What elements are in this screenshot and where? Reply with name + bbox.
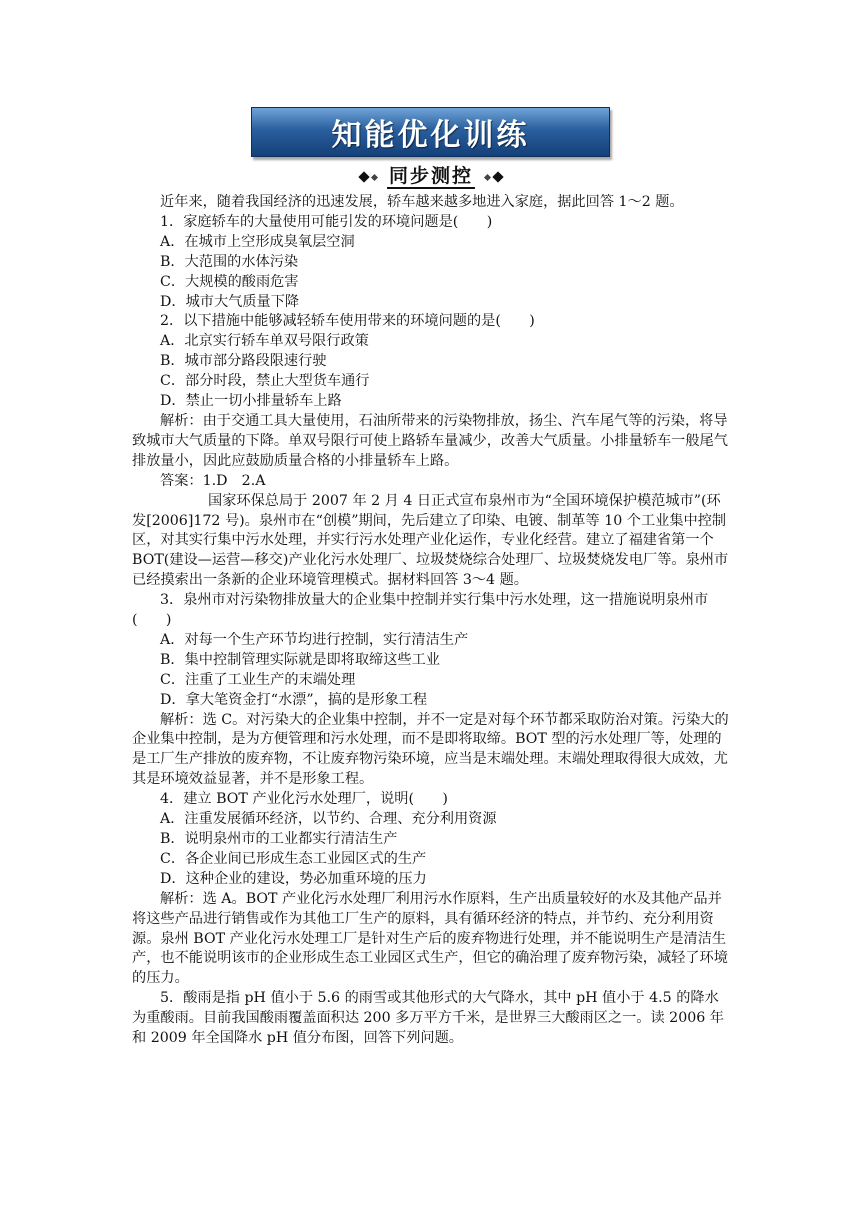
answer-option: D．这种企业的建设，势必加重环境的压力 bbox=[160, 870, 427, 887]
paragraph: 答案：1.D 2.A bbox=[160, 472, 266, 489]
diamond-icon bbox=[492, 171, 503, 182]
answer-option: B．集中控制管理实际就是即将取缔这些工业 bbox=[160, 651, 440, 668]
diamond-icon bbox=[484, 173, 491, 180]
paragraph: 5．酸雨是指 pH 值小于 5.6 的雨雪或其他形式的大气降水，其中 pH 值小于 4.5 的降水为重酸雨。目前我国酸雨覆盖面积达 200 多万平方千米，是世界三大酸雨区之一。读 2006 年和 2009 年全国降水 pH 值分布图，回答下列问题。 bbox=[132, 990, 724, 1047]
answer-option: A．在城市上空形成臭氧层空洞 bbox=[160, 233, 355, 250]
paragraph: 解析：由于交通工具大量使用，石油所带来的污染物排放，扬尘、汽车尾气等的污染，将导致城市大气质量的下降。单双号限行可使上路轿车量减少，改善大气质量。小排量轿车一般尾气排放量小，因此应鼓励质量合格的小排量轿车上路。 bbox=[132, 412, 728, 469]
answer-option: D．城市大气质量下降 bbox=[160, 293, 300, 310]
paragraph: 解析：选 A。BOT 产业化污水处理厂利用污水作原料，生产出质量较好的水及其他产品并将这些产品进行销售或作为其他工厂生产的原料，具有循环经济的特点，并节约、充分利用资源。泉州 BOT 产业化污水处理工厂是针对生产后的废弃物进行处理，并不能说明生产是清洁生产，也不能说明该市的企业形成生态工业园区式生产，但它的确治理了废弃物污染，减轻了环境的压力。 bbox=[132, 890, 728, 987]
paragraph: 国家环保总局于 2007 年 2 月 4 日正式宣布泉州市为“全国环境保护模范城市”(环发[2006]172 号)。泉州市在“创模”期间，先后建立了印染、电镀、制革等 10 个工业集中控制区，对其实行集中污水处理，并实行污水处理产业化运作，专业化经营。建立了福建省第一个 BOT(建设—运营—移交)产业化污水处理厂、垃圾焚烧综合处理厂、垃圾焚烧发电厂等。泉州市已经摸索出一条新的企业环境管理模式。据材料回答 3～4 题。 bbox=[132, 492, 729, 589]
paragraph: 解析：选 C。对污染大的企业集中控制，并不一定是对每个环节都采取防治对策。污染大的企业集中控制，是为方便管理和污水处理，而不是即将取缔。BOT 型的污水处理厂等，处理的是工厂生产排放的废弃物，不让废弃物污染环境，应当是末端处理。末端处理取得很大成效，尤其是环境效益显著，并不是形象工程。 bbox=[132, 711, 729, 788]
title-banner bbox=[251, 107, 610, 157]
section-heading bbox=[338, 165, 524, 189]
paragraph: 3．泉州市对污染物排放量大的企业集中控制并实行集中污水处理，这一措施说明泉州市( ) bbox=[132, 592, 709, 629]
answer-option: B．说明泉州市的工业都实行清洁生产 bbox=[160, 831, 398, 847]
paragraph: 近年来，随着我国经济的迅速发展，轿车越来越多地进入家庭，据此回答 1～2 题。 bbox=[160, 194, 684, 210]
answer-option: C．大规模的酸雨危害 bbox=[160, 273, 299, 290]
answer-option: A．北京实行轿车单双号限行政策 bbox=[160, 333, 369, 350]
answer-option: C．注重了工业生产的末端处理 bbox=[160, 671, 356, 688]
document-body bbox=[132, 193, 730, 1049]
answer-option: B．大范围的水体污染 bbox=[160, 253, 299, 270]
answer-option: D．禁止一切小排量轿车上路 bbox=[160, 393, 342, 410]
answer-option: C．各企业间已形成生态工业园区式的生产 bbox=[160, 850, 427, 867]
paragraph: 4．建立 BOT 产业化污水处理厂，说明( ) bbox=[160, 791, 448, 808]
answer-option: A．对每一个生产环节均进行控制，实行清洁生产 bbox=[160, 631, 469, 648]
diamond-icon bbox=[371, 173, 378, 180]
answer-option: D．拿大笔资金打“水漂”，搞的是形象工程 bbox=[160, 691, 428, 708]
answer-option: B．城市部分路段限速行驶 bbox=[160, 353, 327, 370]
answer-option: A．注重发展循环经济，以节约、合理、充分利用资源 bbox=[160, 811, 497, 828]
paragraph: 1．家庭轿车的大量使用可能引发的环境问题是( ) bbox=[160, 213, 493, 230]
answer-option: C．部分时段，禁止大型货车通行 bbox=[160, 373, 370, 390]
section-title: 同步测控 bbox=[388, 165, 473, 187]
page-title: 知能优化训练 bbox=[331, 118, 530, 153]
diamond-icon bbox=[358, 171, 369, 182]
paragraph: 2．以下措施中能够减轻轿车使用带来的环境问题的是( ) bbox=[160, 313, 535, 330]
